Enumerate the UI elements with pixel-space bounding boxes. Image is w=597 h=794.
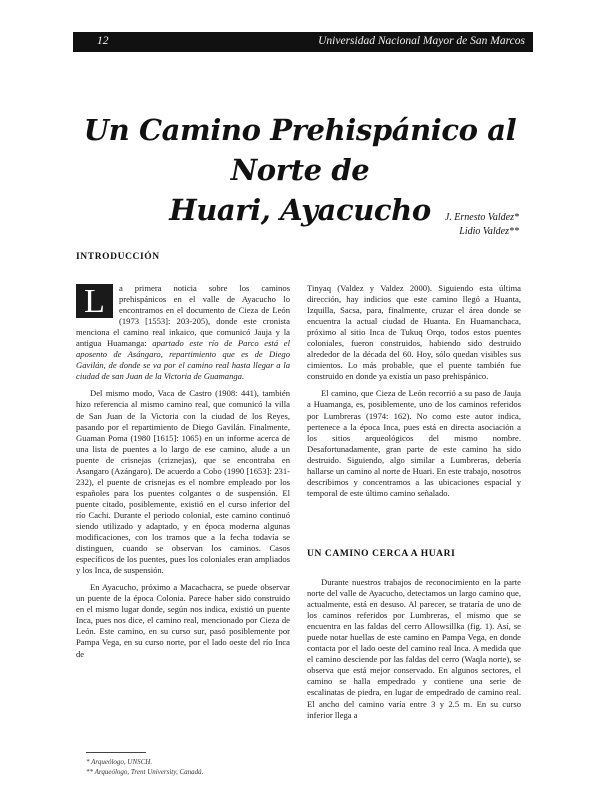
- institution-name: Universidad Nacional Mayor de San Marcos: [318, 35, 525, 47]
- footnotes: [86, 757, 203, 777]
- title-line-2: Huari, Ayacucho: [169, 193, 431, 227]
- section-heading-introduccion: INTRODUCCIÓN: [76, 252, 160, 262]
- author-block: [445, 211, 519, 239]
- page-number: 12: [97, 35, 109, 47]
- right-paragraph-1: Tinyaq (Valdez y Valdez 2000). Siguiendo esta última dirección, hay indicios que este camino llegó a Huanta, Izquilla, Sacsa, para, finalmente, cruzar el área donde se encuentra la actual ciudad de Huanta. En Huamanchaca, próximo al sitio Inca de Tukuq Orqo, todos estos puentes coloniales, fueron construidos, habiendo sido destruido alrededor de la década del 60. Hoy, sólo quedan visibles sus cimientos. Lo más probable, que el puente también fue construido en donde ya existía un paso prehispánico.: [307, 283, 521, 382]
- running-header: [73, 32, 533, 52]
- cieza-quote: apartado este río de Parco está el aposento de Asángaro, repartimiento que es de Diego Gavilán, de donde se va por el camino real hasta llegar a la ciudad de san Juan de la Victoria de Guamanga.: [76, 338, 290, 382]
- right-paragraph-3: Durante nuestros trabajos de reconocimiento en la parte norte del valle de Ayacucho, detectamos un largo camino que, actualmente, está en desuso. Al parecer, se trataría de uno de los caminos referidos por Lumbreras, el mismo que se encuentra en las faldas del cerro Allowsillka (fig. 1). Así, se puede notar huellas de este camino en Pampa Vega, en donde contacta por el lado oeste del camino real Inca. A medida que el camino desciende por las faldas del cerro (Waqla norte), se observa que está mejor conservado. En algunos sectores, el camino se halla empedrado y contiene una serie de escalinatas de piedra, en lugar de empedrado de camino real. El ancho del camino varía entre 3 y 2.5 m. En su curso inferior llega a: [307, 577, 521, 720]
- author-2: Lidio Valdez**: [459, 226, 519, 237]
- author-1: J. Ernesto Valdez*: [444, 212, 519, 223]
- left-paragraph-1-text: a primera noticia sobre los caminos prehispánicos en el valle de Ayacucho lo encontramos en el documento de Cieza de León (1973 [1553]: 203-205), donde este cronista menciona el camino real inkaico, que comunicó Jauja y la antigua Huamanga:: [76, 283, 290, 349]
- footnote-rule: [86, 752, 146, 753]
- footnote-1: * Arqueólogo, UNSCH.: [86, 758, 153, 766]
- left-column: [76, 283, 290, 748]
- left-paragraph-1: [76, 283, 290, 382]
- left-paragraph-2: Del mismo modo, Vaca de Castro (1908: 441), también hizo referencia al mismo camino real, que comunicó la villa de San Juan de la Victoria con la ciudad de los Reyes, pasando por el repartimiento de Diego Gavilán. Finalmente, Guaman Poma (1980 [1615]: 1065) en un informe acerca de una lista de puentes a lo largo de ese camino, alude a un puente de crisnejas (criznejas), que se encontraba en Asangaro (Azángaro). De acuerdo a Cobo (1990 [1653]: 231-232), el puente de crisnejas es el nombre empleado por los españoles para los puentes colgantes o de suspensión. El puente citado, posiblemente, existió en el curso inferior del río Cachi. Durante el periodo colonial, este camino continuó siendo utilizado y adaptado, y en época moderna algunas modificaciones, con los tramos que a la fecha todavía se distinguen, cuando se observan los caminos. Casos específicos de los puentes, pues los coloniales eran ampliados y los Inca, de suspensión.: [76, 388, 290, 576]
- section-heading-camino-huari: UN CAMINO CERCA A HUARI: [307, 549, 456, 559]
- left-paragraph-3: En Ayacucho, próximo a Macachacra, se puede observar un puente de la época Colonia. Parece haber sido construido en el mismo lugar donde, según nos indica, existió un puente Inca, pues nos dice, el camino real, mencionado por Cieza de León. Este camino, en su curso sur, pasó posiblemente por Pampa Vega, en su curso norte, por el lado oeste del río Inca de: [76, 582, 290, 659]
- drop-cap: L: [76, 284, 113, 318]
- footnote-2: ** Arqueólogo, Trent University, Canadá.: [86, 768, 204, 776]
- right-column-bottom: [307, 577, 521, 772]
- right-paragraph-2: El camino, que Cieza de León recorrió a su paso de Jauja a Huamanga, es, posiblemente, uno de los caminos referidos por Lumbreras (1974: 162). No como este autor indica, pertenece a la época Inca, pues está en directa asociación a los sitios arqueológicos del mismo nombre. Desafortunadamente, gran parte de este camino ha sido destruido. Siguiendo, algo similar a Lumbreras, debería hallarse un camino al norte de Huari. En este trabajo, nosotros describimos y concentramos a las ubicaciones espacial y temporal de este último camino señalado.: [307, 388, 521, 498]
- title-line-1: Un Camino Prehispánico al Norte de: [83, 113, 517, 187]
- right-column-top: [307, 283, 521, 538]
